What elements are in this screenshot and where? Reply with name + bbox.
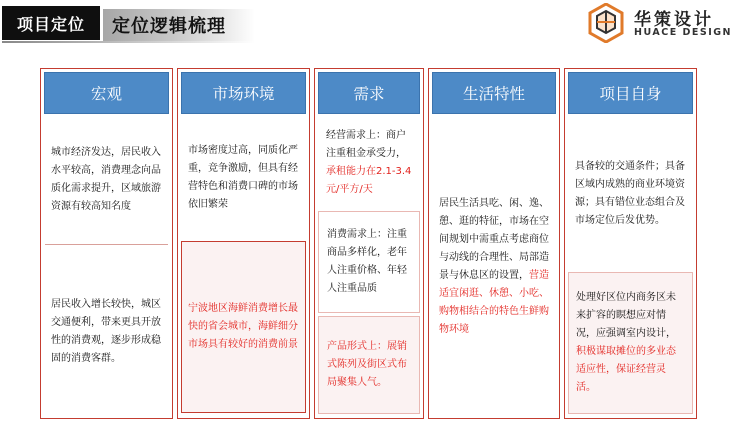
page-title: 项目定位: [2, 6, 100, 40]
demand-cell-1-highlight: 承租能力在2.1-3.4元/平方/天: [326, 166, 412, 195]
demand-cell-1: [318, 117, 420, 209]
demand-cell-1-text: 经营需求上：商户注重租金承受力，: [326, 130, 406, 159]
macro-cell-1-text: 城市经济发达，居民收入水平较高，消费理念向品质化需求提升，区域旅游资源有较高知名度: [51, 147, 161, 212]
market-cell-1-text: 市场密度过高，同质化严重，竞争激励，但具有经营特色和消费口碑的市场依旧繁荣: [188, 145, 298, 210]
macro-cell-1: [44, 119, 169, 241]
huace-logo-icon: [588, 3, 624, 43]
project-cell-1-text: 具备较的交通条件；具备区域内成熟的商业环境资源；具有错位业态组合及市场定位后发优势。: [575, 161, 685, 226]
lifestyle-cell-1-highlight: 营造适宜闲逛、休憩、小吃、购物相结合的特色生鲜购物环境: [439, 270, 549, 335]
market-cell-2: [181, 241, 306, 413]
lifestyle-cell-1-text: 居民生活具吃、闲、逸、憩、逛的特征，市场在空间规划中需重点考虑商位与动线的合理性、局部造景与休息区的设置，: [439, 198, 549, 281]
column-header-macro: 宏观: [44, 72, 169, 114]
project-cell-1: [568, 119, 693, 269]
column-lifestyle: [428, 68, 560, 419]
demand-cell-1-content: [326, 127, 412, 199]
market-cell-2-text: 宁波地区海鲜消费增长最快的省会城市，海鲜细分市场具有较好的消费前景: [188, 303, 298, 350]
page-subtitle: 定位逻辑梳理: [112, 16, 226, 37]
market-cell-1: [181, 119, 306, 237]
project-cell-2-text: 处理好区位内商务区未来扩容的瞑想应对情况，应强调室内设计，: [576, 292, 676, 339]
logo-name-en: HUACE DESIGN: [634, 27, 732, 38]
column-macro: [40, 68, 173, 419]
column-market: [177, 68, 310, 419]
project-cell-2: [568, 272, 693, 414]
demand-cell-2-text: 消费需求上：注重商品多样化，老年人注重价格、年轻人注重品质: [327, 229, 407, 294]
column-project: [564, 68, 697, 419]
demand-cell-3: [318, 316, 420, 414]
lifestyle-cell-1-content: [439, 195, 549, 339]
lifestyle-cell-1: [432, 119, 556, 415]
column-header-demand: 需求: [318, 72, 420, 114]
demand-cell-2: [318, 211, 420, 313]
macro-cell-2-text: 居民收入增长较快，城区交通便利，带来更具开放性的消费观，逐步形成稳固的消费客群。: [51, 298, 161, 364]
logo-name-cn: 华策设计: [634, 10, 714, 30]
header-divider: [2, 41, 255, 43]
demand-cell-3-text: 产品形式上：展销式陈列及街区式布局聚集人气。: [327, 341, 407, 388]
column-header-project: 项目自身: [568, 72, 693, 114]
column-demand: [314, 68, 424, 419]
column-header-lifestyle: 生活特性: [432, 72, 556, 114]
project-cell-2-content: [576, 289, 685, 397]
macro-divider: [45, 244, 168, 245]
macro-cell-2: [44, 249, 169, 414]
column-header-market: 市场环境: [181, 72, 306, 114]
project-cell-2-highlight: 积极谋取摊位的多业态适应性，保证经营灵活。: [576, 346, 676, 393]
